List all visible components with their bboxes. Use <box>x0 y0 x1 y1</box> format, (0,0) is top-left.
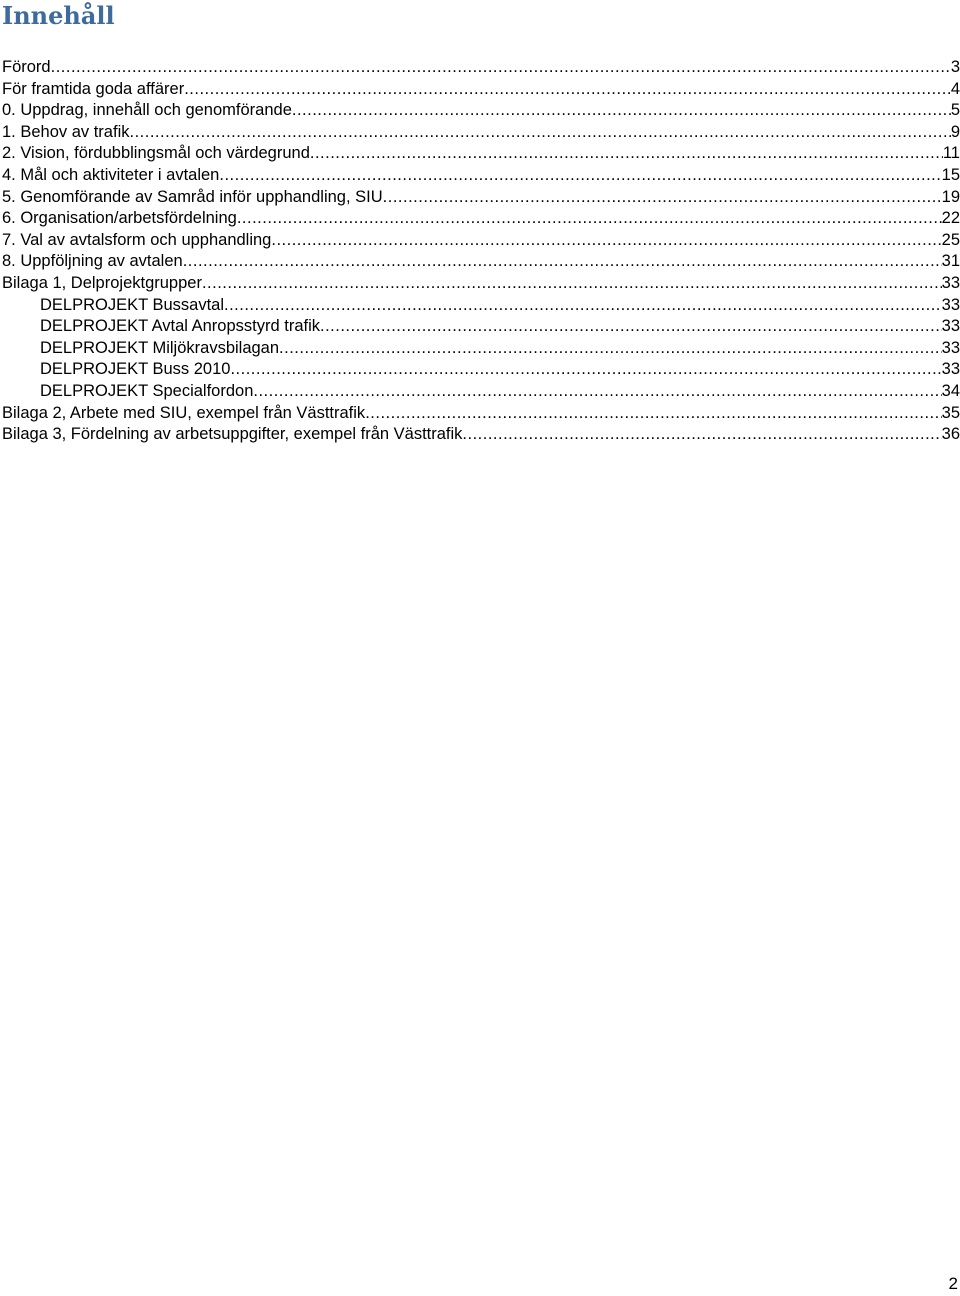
page-number: 2 <box>948 1274 958 1293</box>
toc-entry-title: Bilaga 1, Delprojektgrupper <box>2 273 202 292</box>
toc-entry-title: Förord <box>2 58 51 76</box>
toc-entry-title: 4. Mål och aktiviteter i avtalen <box>2 165 220 184</box>
toc-dot-leader <box>292 100 951 122</box>
toc-entry-title: DELPROJEKT Avtal Anropsstyrd trafik <box>40 317 321 336</box>
toc-entry-title: Bilaga 2, Arbete med SIU, exempel från Västtrafik <box>2 403 366 422</box>
toc-entry-page: 31 <box>941 252 960 271</box>
toc-entry[interactable] <box>2 79 960 101</box>
toc-entry-title: 1. Behov av trafik <box>2 122 130 141</box>
toc-entry[interactable] <box>2 57 960 79</box>
toc-entry[interactable] <box>2 208 960 230</box>
toc-entry-title: 2. Vision, fördubblingsmål och värdegrund <box>2 144 310 163</box>
toc-entry[interactable] <box>2 230 960 252</box>
toc-entry[interactable] <box>2 273 960 295</box>
toc-entry[interactable] <box>2 316 960 338</box>
toc-entry-page: 25 <box>941 230 960 249</box>
toc-dot-leader <box>51 57 951 79</box>
toc-dot-leader <box>279 338 942 360</box>
toc-entry[interactable] <box>2 295 960 317</box>
toc-entry-title: 6. Organisation/arbetsfördelning <box>2 209 237 228</box>
toc-entry-page: 33 <box>941 273 960 292</box>
toc-dot-leader <box>383 187 942 209</box>
toc-entry-title: 0. Uppdrag, innehåll och genomförande <box>2 101 292 120</box>
toc-dot-leader <box>320 316 942 338</box>
toc-entry[interactable] <box>2 359 960 381</box>
toc-entry-title: 7. Val av avtalsform och upphandling <box>2 230 272 249</box>
table-of-contents <box>2 57 960 446</box>
toc-entry-page: 5 <box>950 101 960 120</box>
toc-entry-page: 3 <box>950 58 960 76</box>
toc-dot-leader <box>184 79 951 101</box>
toc-dot-leader <box>219 165 941 187</box>
toc-heading: Innehåll <box>2 1 115 30</box>
toc-entry-title: DELPROJEKT Bussavtal <box>40 295 225 314</box>
toc-entry-title: DELPROJEKT Specialfordon <box>40 381 254 400</box>
toc-dot-leader <box>310 143 943 165</box>
toc-entry-page: 33 <box>941 317 960 336</box>
toc-entry[interactable] <box>2 338 960 360</box>
toc-entry-page: 4 <box>950 79 960 98</box>
toc-entry-page: 11 <box>942 144 960 163</box>
toc-entry-title: Bilaga 3, Fördelning av arbetsuppgifter, exempel från Västtrafik <box>2 425 463 444</box>
toc-entry-title: DELPROJEKT Buss 2010 <box>40 360 231 379</box>
toc-dot-leader <box>183 251 942 273</box>
toc-entry-page: 22 <box>941 209 960 228</box>
toc-entry-title: 5. Genomförande av Samråd inför upphandling, SIU <box>2 187 383 206</box>
toc-dot-leader <box>230 359 941 381</box>
toc-dot-leader <box>129 122 950 144</box>
toc-entry-page: 36 <box>941 425 960 444</box>
toc-entry-page: 33 <box>941 295 960 314</box>
toc-dot-leader <box>202 273 942 295</box>
toc-dot-leader <box>462 424 941 446</box>
toc-entry-page: 33 <box>941 360 960 379</box>
toc-entry[interactable] <box>2 381 960 403</box>
toc-dot-leader <box>271 230 941 252</box>
toc-dot-leader <box>224 295 942 317</box>
toc-entry-title: DELPROJEKT Miljökravsbilagan <box>40 338 280 357</box>
toc-entry[interactable] <box>2 165 960 187</box>
toc-entry-title: 8. Uppföljning av avtalen <box>2 252 183 271</box>
toc-entry[interactable] <box>2 100 960 122</box>
toc-dot-leader <box>237 208 942 230</box>
toc-entry-page: 35 <box>941 403 960 422</box>
toc-entry[interactable] <box>2 251 960 273</box>
toc-entry-page: 9 <box>950 122 960 141</box>
toc-dot-leader <box>365 403 941 425</box>
toc-entry[interactable] <box>2 403 960 425</box>
toc-entry-page: 33 <box>941 338 960 357</box>
toc-entry-page: 15 <box>941 165 960 184</box>
toc-entry[interactable] <box>2 187 960 209</box>
toc-entry-page: 34 <box>941 381 960 400</box>
toc-entry[interactable] <box>2 424 960 446</box>
toc-entry-page: 19 <box>941 187 960 206</box>
toc-entry[interactable] <box>2 143 960 165</box>
toc-entry[interactable] <box>2 122 960 144</box>
toc-dot-leader <box>253 381 941 403</box>
toc-entry-title: För framtida goda affärer <box>2 79 185 98</box>
